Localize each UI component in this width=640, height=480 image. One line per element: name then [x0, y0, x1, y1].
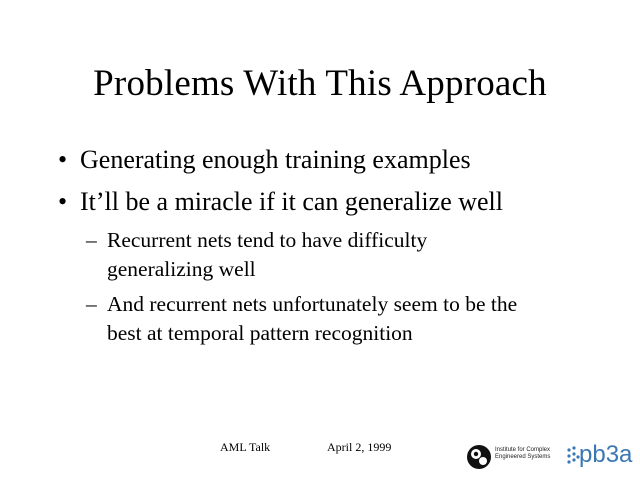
sub-bullet-text: [107, 226, 607, 284]
footer-talk: AML Talk: [220, 440, 271, 454]
sub-bullet-line: Recurrent nets tend to have difficulty: [107, 228, 428, 252]
pb3a-logo: [565, 440, 637, 472]
icp-logo: [466, 442, 566, 472]
sub-bullet-line: generalizing well: [107, 257, 256, 281]
pb3a-logo-text: pb3a: [579, 441, 633, 468]
bullet-dot: •: [58, 187, 68, 216]
sub-bullet-line: best at temporal pattern recognition: [107, 321, 413, 345]
sub-bullet-dash: –: [86, 228, 97, 252]
sub-bullet-text: [107, 290, 607, 348]
bullet-dot: •: [58, 145, 68, 174]
slide-title: Problems With This Approach: [93, 63, 547, 104]
footer-date: April 2, 1999: [327, 440, 392, 454]
icp-logo-text: Institute for Complex Engineered Systems: [495, 447, 551, 460]
icp-emblem-icon: [466, 442, 494, 472]
sub-bullet-dash: –: [86, 292, 97, 316]
bullet-text: It’ll be a miracle if it can generalize well: [80, 187, 503, 216]
bullet-text: Generating enough training examples: [80, 145, 471, 174]
sub-bullet-line: And recurrent nets unfortunately seem to be the: [107, 292, 518, 316]
